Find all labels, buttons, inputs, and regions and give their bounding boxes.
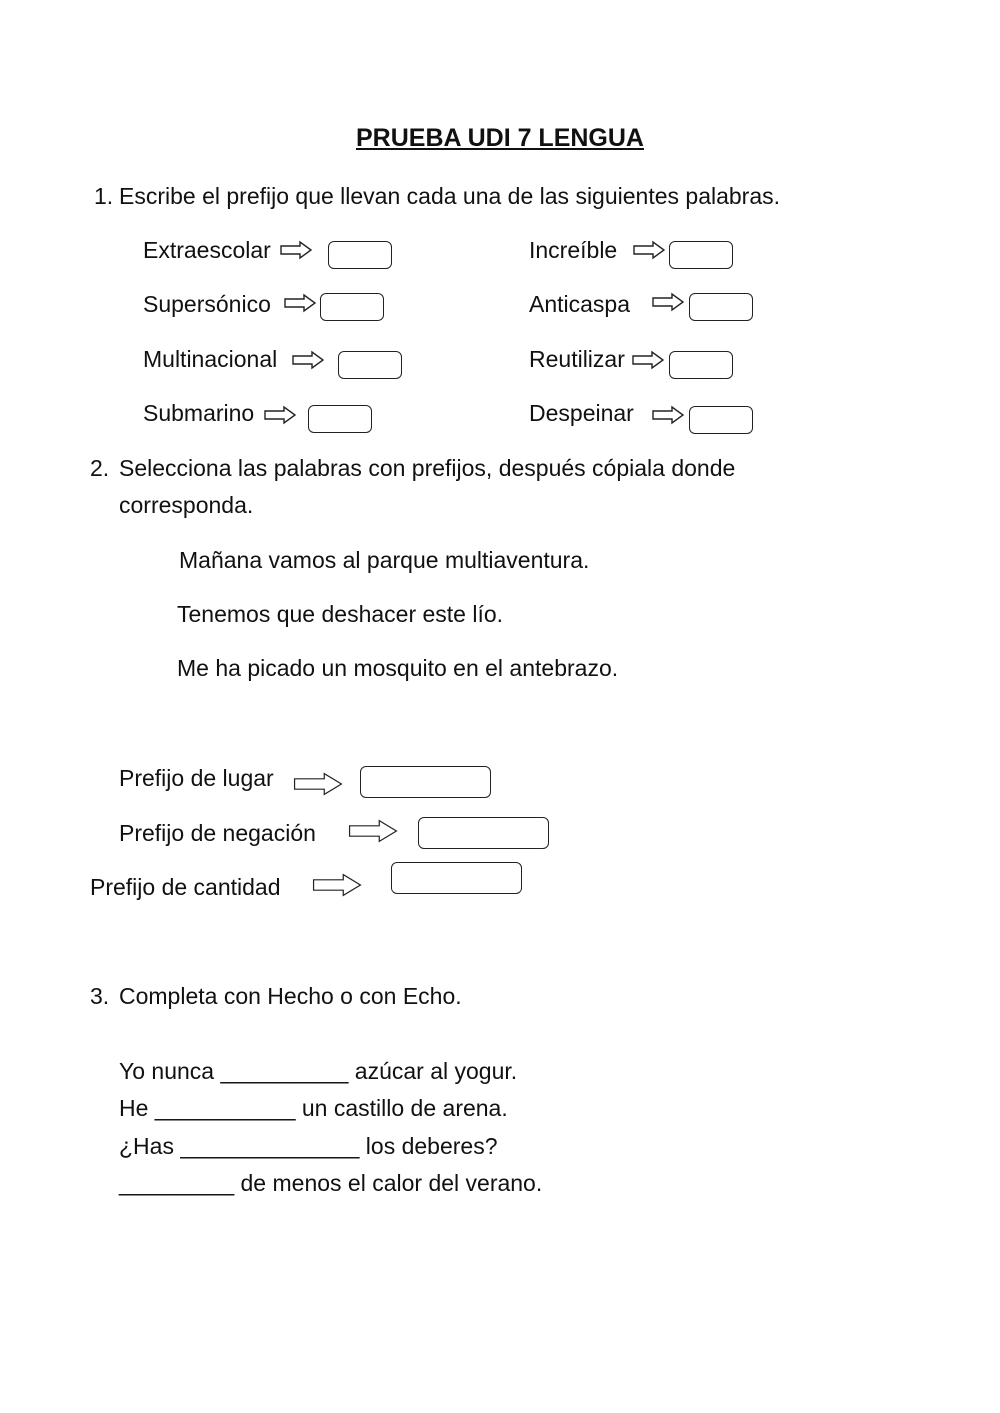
- category-negacion: Prefijo de negación: [119, 820, 316, 846]
- q1-instruction: Escribe el prefijo que llevan cada una de las siguientes palabras.: [119, 183, 781, 209]
- page-title: PRUEBA UDI 7 LENGUA: [356, 124, 644, 152]
- arrow-right-icon: [652, 292, 684, 312]
- q2-number: 2.: [90, 455, 110, 481]
- arrow-right-icon: [293, 771, 343, 797]
- q1-number: 1.: [94, 183, 114, 209]
- arrow-right-icon: [280, 240, 312, 260]
- q3-sentence-2[interactable]: He ___________ un castillo de arena.: [119, 1095, 508, 1121]
- arrow-right-icon: [633, 240, 665, 260]
- q3-sentence-3[interactable]: ¿Has ______________ los deberes?: [119, 1133, 498, 1159]
- q3-sentence-1[interactable]: Yo nunca __________ azúcar al yogur.: [119, 1058, 518, 1084]
- word-increible: Increíble: [529, 237, 618, 263]
- q3-number: 3.: [90, 983, 110, 1009]
- q2-instruction-line2: corresponda.: [119, 492, 254, 518]
- answer-box-reutilizar[interactable]: [669, 351, 733, 379]
- arrow-right-icon: [632, 350, 664, 370]
- word-supersonico: Supersónico: [143, 291, 271, 317]
- answer-box-multinacional[interactable]: [338, 351, 402, 379]
- answer-box-anticaspa[interactable]: [689, 293, 753, 321]
- word-despeinar: Despeinar: [529, 400, 634, 426]
- q2-sentence-2[interactable]: Tenemos que deshacer este lío.: [177, 601, 504, 627]
- q3-instruction: Completa con Hecho o con Echo.: [119, 983, 462, 1009]
- answer-box-cantidad[interactable]: [391, 862, 522, 894]
- word-extraescolar: Extraescolar: [143, 237, 271, 263]
- q2-instruction-line1: Selecciona las palabras con prefijos, después cópiala donde: [119, 455, 736, 481]
- word-submarino: Submarino: [143, 400, 255, 426]
- q2-sentence-3[interactable]: Me ha picado un mosquito en el antebrazo.: [177, 655, 619, 681]
- answer-box-submarino[interactable]: [308, 405, 372, 433]
- word-reutilizar: Reutilizar: [529, 346, 625, 372]
- arrow-right-icon: [348, 818, 398, 844]
- answer-box-extraescolar[interactable]: [328, 241, 392, 269]
- arrow-right-icon: [652, 405, 684, 425]
- arrow-right-icon: [264, 405, 296, 425]
- word-anticaspa: Anticaspa: [529, 291, 631, 317]
- q3-sentence-4[interactable]: _________ de menos el calor del verano.: [119, 1170, 543, 1196]
- answer-box-despeinar[interactable]: [689, 406, 753, 434]
- word-multinacional: Multinacional: [143, 346, 278, 372]
- arrow-right-icon: [312, 872, 362, 898]
- arrow-right-icon: [292, 350, 324, 370]
- answer-box-lugar[interactable]: [360, 766, 491, 798]
- answer-box-supersonico[interactable]: [320, 293, 384, 321]
- category-lugar: Prefijo de lugar: [119, 765, 274, 791]
- answer-box-increible[interactable]: [669, 241, 733, 269]
- category-cantidad: Prefijo de cantidad: [90, 874, 281, 900]
- arrow-right-icon: [284, 293, 316, 313]
- q2-sentence-1[interactable]: Mañana vamos al parque multiaventura.: [179, 547, 590, 573]
- answer-box-negacion[interactable]: [418, 817, 549, 849]
